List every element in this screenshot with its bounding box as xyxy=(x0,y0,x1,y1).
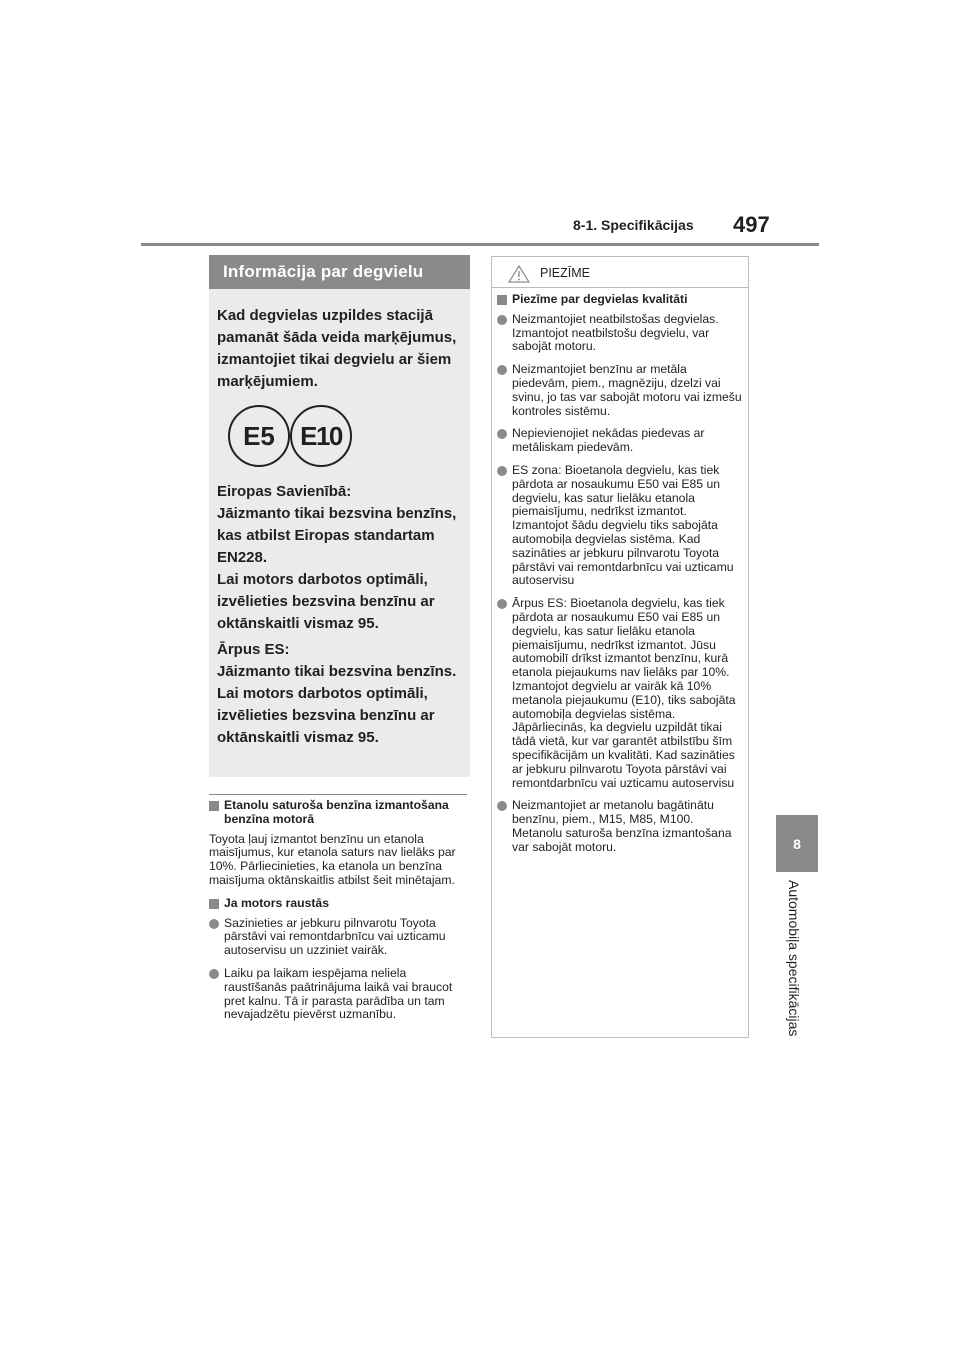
chapter-label xyxy=(786,880,808,1100)
fuel-label-badges xyxy=(216,405,356,467)
e5-badge: E5 xyxy=(228,405,290,467)
list-item-text: Neizmantojiet neatbilstošas degvielas. Izmantojot neatbilstošu degvielu, var sabojāt motoru. xyxy=(512,311,719,354)
list-item xyxy=(497,464,743,588)
fuel-info-outside-eu xyxy=(217,639,469,749)
knock-heading-text: Ja motors raustās xyxy=(224,895,329,910)
fuel-info-intro: Kad degvielas uzpildes stacijā pamanāt šāda veida marķējumus, izmantojiet tikai degvielu ar šiem marķējumiem. xyxy=(217,307,457,390)
round-bullet-icon xyxy=(497,315,507,325)
round-bullet-icon xyxy=(497,429,507,439)
list-item-text: Nepievienojiet nekādas piedevas ar metāliskam piedevām. xyxy=(512,426,705,455)
ethanol-paragraph: Toyota ļauj izmantot benzīnu un etanola maisījumus, kur etanola saturs nav lielāks par 10%. Pārliecinieties, ka etanola un benzīna maisījuma oktānskaitlis atbilst šeit minētajam. xyxy=(209,831,456,887)
header-divider xyxy=(141,243,819,246)
list-item-text: Laiku pa laikam iespējama neliela raustīšanās paātrinājuma laikā vai braucot pret kalnu. Tā ir parasta parādība un tam nevajadzētu pievērst uzmanību. xyxy=(224,965,453,1022)
square-bullet-icon xyxy=(209,899,219,909)
square-bullet-icon xyxy=(497,295,507,305)
notice-title: PIEZĪME xyxy=(540,266,591,280)
chapter-tab: 8 xyxy=(776,815,818,872)
list-item xyxy=(497,313,743,354)
fuel-outside-line: Ārpus ES: xyxy=(217,641,290,658)
round-bullet-icon xyxy=(497,466,507,476)
list-item-text: Neizmantojiet benzīnu ar metāla piedevām, piem., magnēziju, dzelzi vai svinu, jo tas var sabojāt motoru vai izmešu kontroles sistēmu. xyxy=(512,362,742,418)
fuel-info-title: Informācija par degvielu xyxy=(209,255,470,289)
round-bullet-icon xyxy=(209,969,219,979)
fuel-quality-heading xyxy=(497,293,743,307)
fuel-quality-heading-text: Piezīme par degvielas kvalitāti xyxy=(512,292,688,306)
fuel-outside-line: Lai motors darbotos optimāli, izvēlieties bezsvina benzīnu ar oktānskaitli vismaz 95. xyxy=(217,685,435,746)
fuel-eu-line: Eiropas Savienībā: xyxy=(217,483,352,500)
list-item-text: ES zona: Bioetanola degvielu, kas tiek pārdota ar nosaukumu E50 vai E85 un degvielu, kas satur lielāku etanola piemaisījumu, nedrīkst izmantot. Izmantojot šādu degvielu tiks sabojāta automobiļa degvielas sistēma. Kad sazināties ar jebkuru pilnvarotu Toyota pārstāvi vai remontdarbnīcu vai uzticamu autoservisu xyxy=(512,462,734,588)
notice-header xyxy=(492,257,748,288)
round-bullet-icon xyxy=(497,801,507,811)
fuel-info-panel xyxy=(209,255,470,777)
warning-triangle-icon xyxy=(508,265,530,283)
list-item xyxy=(497,597,743,790)
fuel-outside-line: Jāizmanto tikai bezsvina benzīns. xyxy=(217,663,457,680)
round-bullet-icon xyxy=(209,919,219,929)
notice-content xyxy=(497,293,743,863)
knock-heading xyxy=(209,897,471,911)
fuel-eu-line: Lai motors darbotos optimāli, izvēlieties bezsvina benzīnu ar oktānskaitli vismaz 95. xyxy=(217,571,435,632)
e10-badge: E10 xyxy=(290,405,352,467)
list-item xyxy=(497,363,743,418)
ethanol-heading xyxy=(209,799,471,827)
list-item xyxy=(209,917,471,958)
round-bullet-icon xyxy=(497,599,507,609)
round-bullet-icon xyxy=(497,365,507,375)
ethanol-heading-text: Etanolu saturoša benzīna izmantošana benzīna motorā xyxy=(224,798,449,826)
fuel-eu-line: Jāizmanto tikai bezsvina benzīns, kas atbilst Eiropas standartam EN228. xyxy=(217,505,457,566)
list-item-text: Neizmantojiet ar metanolu bagātinātu benzīnu, piem., M15, M85, M100. Metanolu saturoša benzīna izmantošana var sabojāt motoru. xyxy=(512,798,732,854)
square-bullet-icon xyxy=(209,801,219,811)
list-item xyxy=(497,799,743,854)
list-item xyxy=(497,427,743,455)
list-item-text: Ārpus ES: Bioetanola degvielu, kas tiek pārdota ar nosaukumu E50 vai E85 un degvielu, kas satur lielāku etanola piemaisījumu, nedrīkst izmantot. Jūsu automobilī drīkst izmantot benzīnu, kurā etanola piejaukums nav lielāks par 10%. Izmantojot degvielu ar vairāk kā 10% metanola piejaukumu (E10), tiks sabojāta automobiļa degvielas sistēma. Jāpārliecinās, ka degvielu uzpildāt tikai tādā vietā, kur var garantēt atbilstību šīm specifikācijām un kvalitāti. Kad sazināties ar jebkuru pilnvarotu Toyota pārstāvi vai remontdarbnīcu vai uzticamu autoservisu xyxy=(512,596,736,790)
notice-box xyxy=(491,256,749,1038)
list-item-text: Sazinieties ar jebkuru pilnvarotu Toyota pārstāvi vai remontdarbnīcu vai uzticamu autoservisu un uzziniet vairāk. xyxy=(224,915,446,958)
left-notes xyxy=(209,799,471,1031)
page-number: 497 xyxy=(733,212,770,237)
chapter-label-text: Automobiļa specifikācijas xyxy=(786,880,802,1037)
section-title: 8-1. Specifikācijas xyxy=(573,217,694,233)
column-divider xyxy=(209,794,467,795)
list-item xyxy=(209,967,471,1022)
fuel-info-eu xyxy=(217,481,469,635)
